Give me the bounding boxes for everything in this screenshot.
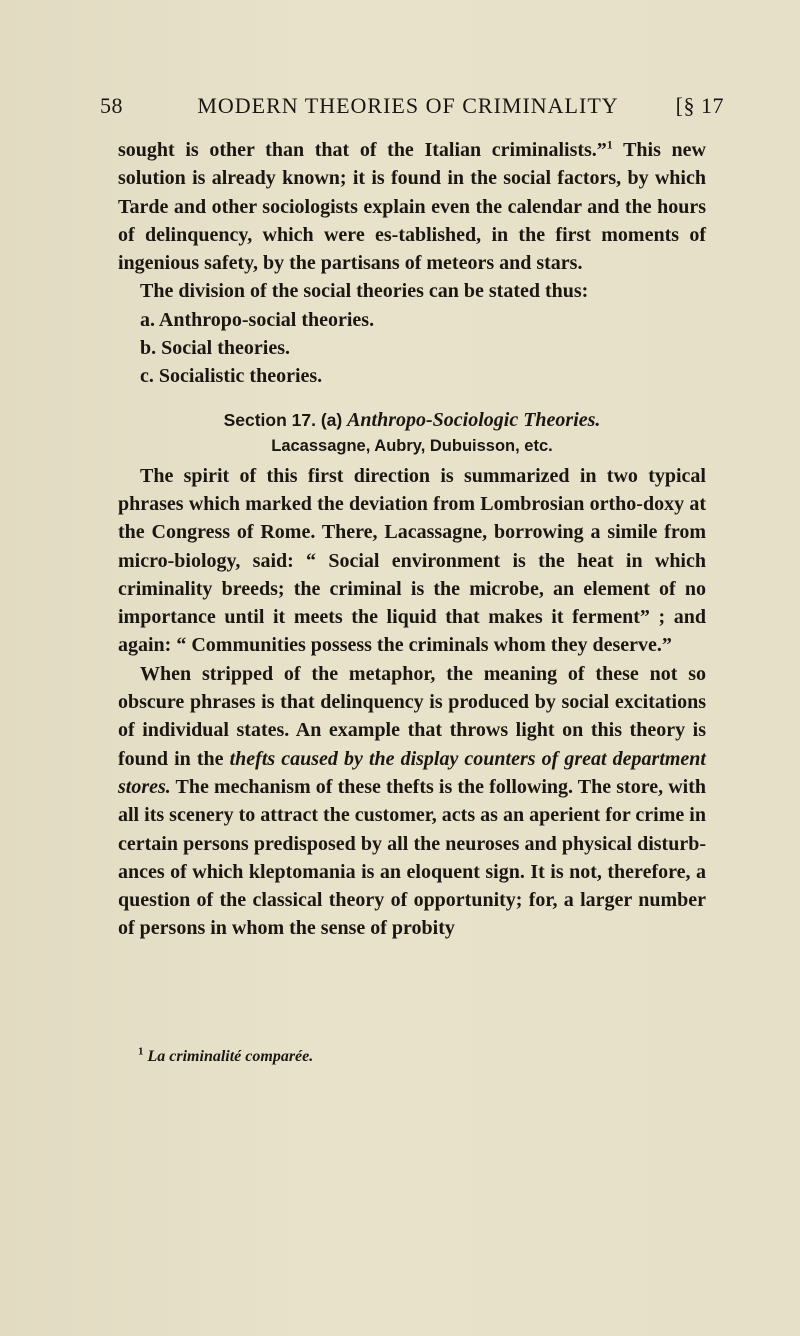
section-authors: Lacassagne, Aubry, Dubuisson, etc. [271,436,553,455]
list-item-b: b. Social theories. [140,337,290,360]
list-item-a: a. Anthropo-social theories. [140,308,375,331]
body-text [118,136,706,943]
section-label: Section 17. (a) [223,409,348,430]
list-item-c: c. Socialistic theories. [140,365,323,388]
page-number: 58 [100,93,123,118]
paragraph-1-rest: This new solution is already known; it is found in the social factors, by which Tarde and other sociologists explain even the calendar and the hours of delinquency, which were es-tablished, in the first moments of ingenious safety, by the partisans of meteors and stars. [118,139,706,275]
section-mark: [§ 17 [675,93,724,118]
paragraph-4-emphasis: thefts caused by the display counters of great department stores. [118,747,706,798]
paragraph-4-start: When stripped of the metaphor, the meaning of these not so obscure phrases is that delinquency is produced by social excitations of individual states. An example that throws light on this theory is found in the [118,662,706,770]
section-heading [118,407,706,434]
paragraph-4 [118,660,706,943]
footnote-number: 1 [138,1045,144,1058]
section-title: Anthropo-Sociologic Theories. [347,408,601,431]
paragraph-1-start: sought is other than that of the Italian criminalists.” [118,139,607,161]
paragraph-2: The division of the social theories can be stated thus: [140,280,589,303]
paragraph-1 [118,136,706,277]
paragraph-4-rest: The mechanism of these thefts is the following. The store, with all its scenery to attract the customer, acts as an aperient for crime in certain persons predisposed by all the neuroses and physical disturb-ances of which kleptomania is an eloquent sign. It is not, therefore, a question of the classical theory of opportunity; for, a larger number of persons in whom the sense of probity [118,775,706,940]
running-header [100,93,724,123]
footnote-text: La criminalité comparée. [147,1048,314,1065]
footnote [138,1045,314,1066]
running-title: MODERN THEORIES OF CRIMINALITY [197,93,619,118]
footnote-reference[interactable]: 1 [606,137,613,152]
paragraph-3: The spirit of this first direction is summarized in two typical phrases which marked the deviation from Lombrosian ortho-doxy at the Congress of Rome. There, Lacassagne, borrowing a simile from micro-biology, said: “ Social environment is the heat in which criminality breeds; the criminal is the microbe, an element of no importance until it meets the liquid that makes it ferment” ; and again: “ Communities possess the criminals whom they deserve.” [118,464,706,657]
